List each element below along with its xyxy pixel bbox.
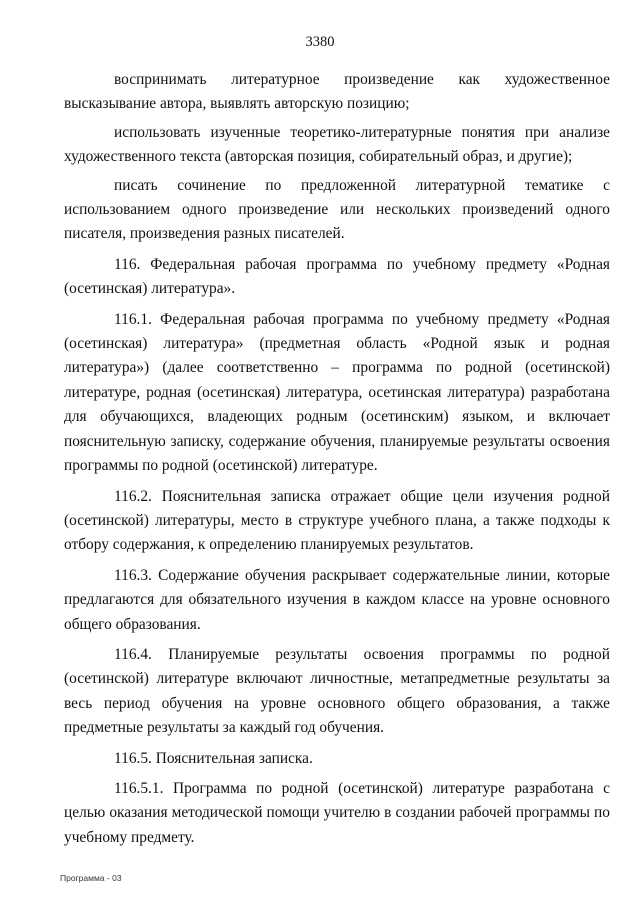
page-footer: Программа - 03: [60, 873, 122, 883]
paragraph-perceive-literature: воспринимать литературное произведение как художественное высказывание автора, выявлять авторскую позицию;: [64, 71, 610, 113]
section-116-5: 116.5. Пояснительная записка.: [114, 749, 313, 767]
section-116-2: 116.2. Пояснительная записка отражает общие цели изучения родной (осетинской) литературы, место в структуре учебного плана, а также подходы к отбору содержания, к определению планируемых результатов.: [64, 487, 610, 554]
section-116-3: 116.3. Содержание обучения раскрывает содержательные линии, которые предлагаются для обязательного изучения в каждом классе на уровне основного общего образования.: [64, 566, 610, 633]
document-body: [64, 68, 610, 850]
paragraph-use-concepts: использовать изученные теоретико-литературные понятия при анализе художественного текста (авторская позиция, собирательный образ, и другие);: [64, 123, 610, 166]
section-116-heading: 116. Федеральная рабочая программа по учебному предмету «Родная (осетинская) литература».: [64, 255, 610, 298]
section-116-1: 116.1. Федеральная рабочая программа по учебному предмету «Родная (осетинская) литература» (предметная область «Родной язык и родная литература») (далее соответственно – программа по родной (осетинской) литературе, родная (осетинская) литература, осетинская литература) разработана для обучающихся, владеющих родным (осетинским) языком, и включает пояснительную записку, содержание обучения, планируемые результаты освоения программы по родной (осетинской) литературе.: [64, 310, 610, 475]
section-116-5-1: 116.5.1. Программа по родной (осетинской) литературе разработана с целью оказания методической помощи учителю в создании рабочей программы по учебному предмету.: [64, 779, 610, 846]
page-number: 3380: [305, 34, 335, 50]
section-116-4: 116.4. Планируемые результаты освоения программы по родной (осетинской) литературе включают личностные, метапредметные результаты за весь период обучения на уровне основного общего образования, а также предметные результаты за каждый год обучения.: [64, 645, 610, 737]
paragraph-write-essay: писать сочинение по предложенной литературной тематике с использованием одного произведение или нескольких произведений одного писателя, произведения разных писателей.: [64, 176, 610, 243]
